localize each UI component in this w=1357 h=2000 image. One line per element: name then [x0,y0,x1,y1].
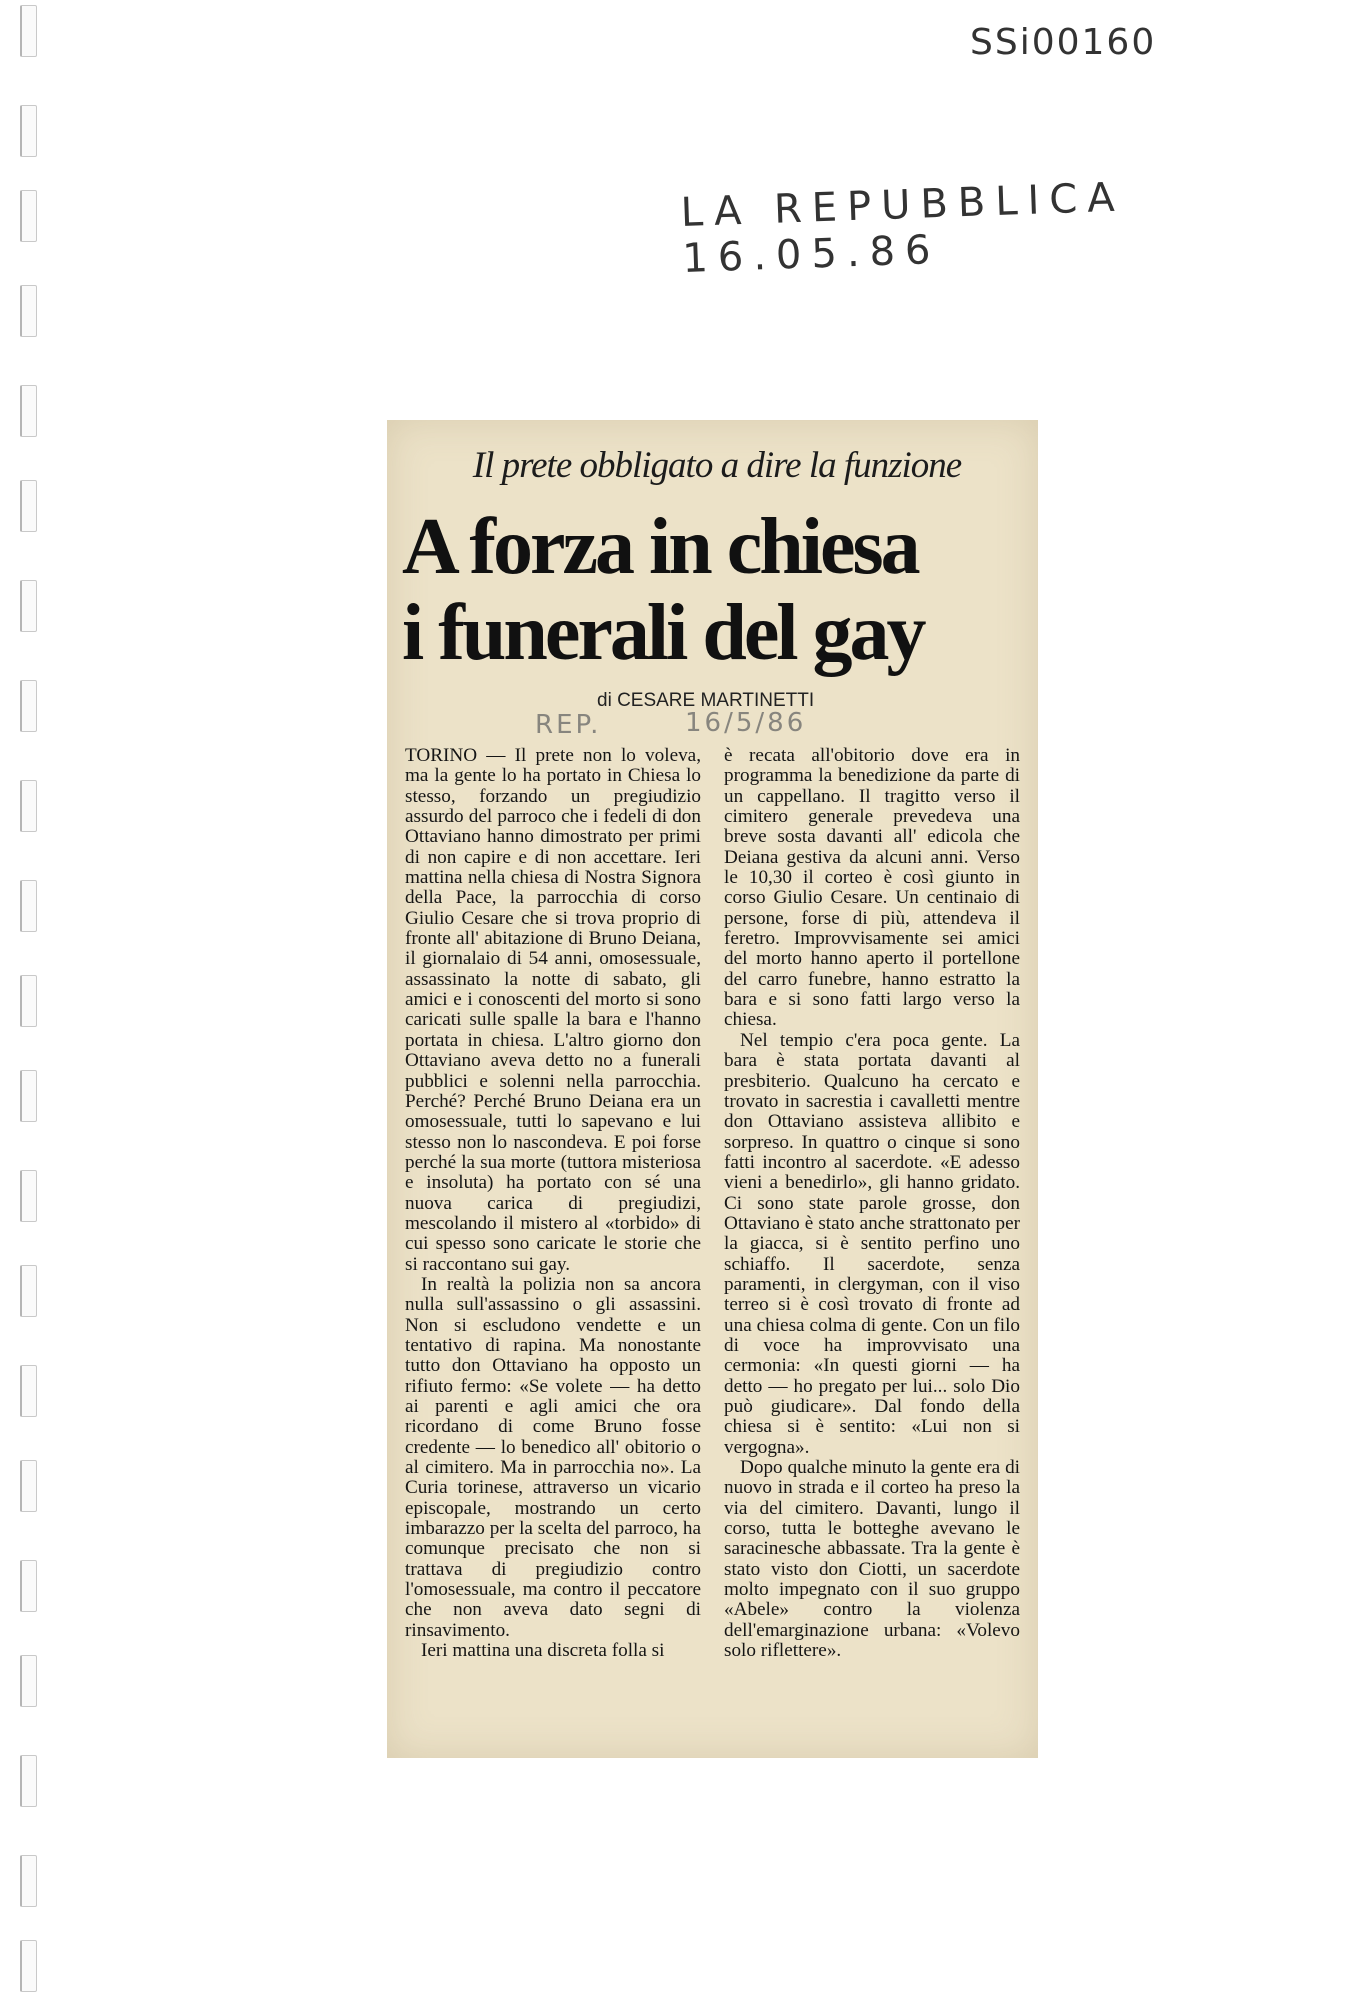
paragraph: Dopo qualche minuto la gente era di nuovo in strada e il corteo ha preso la via del cimitero. Davanti, lungo il corso, tutta le botteghe avevano le saracinesche abbassate. Tra la gente è stato visto don Ciotti, un sacerdote molto impegnato con il suo gruppo «Abele» contro la violenza dell'emarginazione urbana: «Volevo solo riflettere». [724,1457,1020,1662]
binder-hole [20,680,37,732]
binder-hole [20,1560,37,1612]
binder-hole [20,1855,37,1907]
binder-hole [20,1655,37,1707]
article-column-right [724,746,1020,1661]
newspaper-clipping [387,420,1038,1758]
article-column-left [405,746,701,1661]
binder-hole [20,1070,37,1122]
headline-line-2: i funerali del gay [402,589,924,677]
binder-hole [20,1940,37,1992]
binder-hole [20,1460,37,1512]
paragraph: In realtà la polizia non sa ancora nulla sull'assassino o gli assassini. Non si escludono vendette e un tentativo di rapina. Ma nonostante tutto don Ottaviano ha opposto un rifiuto fermo: «Se volete — ha detto ai parenti e agli amici che ora ricordano di come Bruno fosse credente — lo benedico all' obitorio o al cimitero. Ma in parrocchia no». La Curia torinese, attraverso un vicario episcopale, mostrando un certo imbarazzo per la scelta del parroco, ha comunque precisato che non si trattava di pregiudizio contro l'omosessuale, ma contro il peccatore che non aveva dato segni di rinsavimento. [405,1273,701,1641]
binder-hole [20,190,37,242]
binder-hole [20,105,37,157]
article-headline [402,504,1002,676]
article-byline: di CESARE MARTINETTI [597,690,815,711]
binder-hole [20,1755,37,1807]
binder-hole [20,580,37,632]
binder-hole [20,285,37,337]
binder-hole [20,385,37,437]
paragraph: Ieri mattina una discreta folla si [421,1640,665,1662]
source-note: LA REPUBBLICA 16.05.86 [680,174,1126,282]
binder-hole [20,780,37,832]
binder-hole [20,1265,37,1317]
paragraph: Nel tempio c'era poca gente. La bara è stata portata davanti al presbiterio. Qualcuno ha cercato e trovato in sacrestia i cavalletti mentre don Ottaviano assisteva allibito e sorpreso. In quattro o cinque si sono fatti incontro al sacerdote. «E adesso vieni a benedirlo», gli hanno gridato. Ci sono state parole grosse, don Ottaviano è stato anche strattonato per la giacca, si è sentito perfino uno schiaffo. Il sacerdote, senza paramenti, in clergyman, con il viso terreo si è così trovato di fronte ad una chiesa colma di gente. Con un filo di voce ha improvvisato una cermonia: «In questi giorni — ha detto — ho pregato per lui... solo Dio può giudicare». Dal fondo della chiesa si è sentito: «Lui non si vergogna». [724,1029,1020,1458]
article-kicker: Il prete obbligato a dire la funzione [472,445,962,486]
paragraph: è recata all'obitorio dove era in programma la benedizione da parte di un cappellano. Il tragitto verso il cimitero generale prevedeva una breve sosta davanti all' edicola che Deiana gestiva da alcuni anni. Verso le 10,30 il corteo è così giunto in corso Giulio Cesare. Un centinaio di persone, forse di più, attendeva il feretro. Improvvisamente sei amici del morto hanno aperto il portellone del carro funebre, hanno estratto la bara e si sono fatti largo verso la chiesa. [724,745,1020,1031]
binder-hole [20,1365,37,1417]
binder-hole [20,480,37,532]
binder-hole [20,1170,37,1222]
binder-holes [12,0,42,2000]
binder-hole [20,975,37,1027]
archive-code: SSi00160 [970,22,1157,63]
paragraph: TORINO — Il prete non lo voleva, ma la gente lo ha portato in Chiesa lo stesso, forzando un pregiudizio assurdo del parroco che i fedeli di don Ottaviano hanno dimostrato per primi di non capire e di non accettare. Ieri mattina nella chiesa di Nostra Signora della Pace, la parrocchia di corso Giulio Cesare che si trova proprio di fronte all' abitazione di Bruno Deiana, il giornalaio di 54 anni, omosessuale, assassinato la notte di sabato, gli amici e i conoscenti del morto si sono caricati sulle spalle la bara e l'hanno portata in chiesa. L'altro giorno don Ottaviano aveva detto no a funerali pubblici e solenni nella parrocchia. Perché? Perché Bruno Deiana era un omosessuale, tutti lo sapevano e lui stesso non lo nascondeva. E poi forse perché la sua morte (tuttora misteriosa e insoluta) ha portato con sé una nuova carica di pregiudizi, mescolando il mistero al «torbido» di cui spesso sono caricate le storie che si raccontano sui gay. [405,745,701,1275]
binder-hole [20,880,37,932]
headline-line-1: A forza in chiesa [402,503,918,591]
archive-stamp-date: 16/5/86 [685,708,807,738]
binder-hole [20,5,37,57]
archive-stamp: REP. [535,710,602,740]
